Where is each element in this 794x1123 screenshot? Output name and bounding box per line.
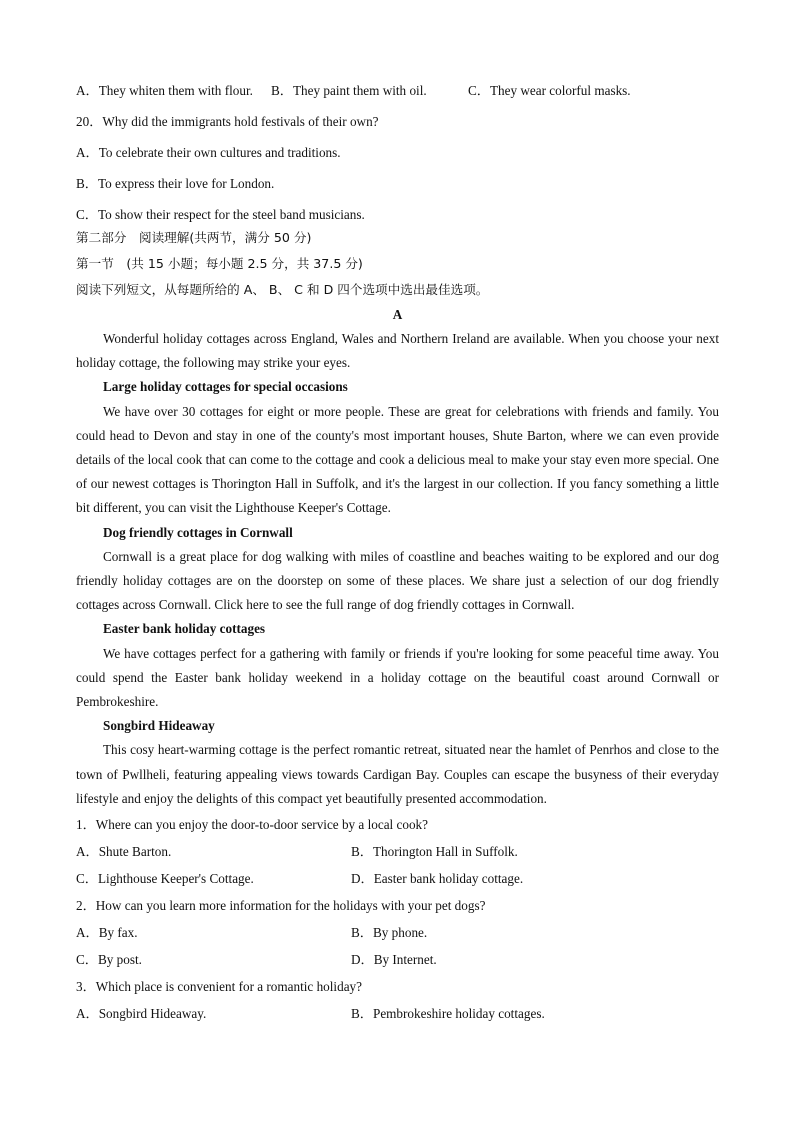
q19-option-b: B．They paint them with oil. [271, 83, 427, 98]
section-heading-dog-friendly: Dog friendly cottages in Cornwall [103, 524, 293, 540]
section-instruction: 阅读下列短文，从每题所给的 A、 B、 C 和 D 四个选项中选出最佳选项。 [76, 282, 489, 297]
q19-options [76, 81, 719, 101]
question-2-stem: 2．How can you learn more information for the holidays with your pet dogs? [76, 898, 486, 914]
question-3-stem: 3．Which place is convenient for a romantic holiday? [76, 979, 362, 995]
q20-stem: 20．Why did the immigrants hold festivals of their own? [76, 114, 379, 129]
section-heading-songbird: Songbird Hideaway [103, 718, 215, 734]
question-1-options-row-2 [76, 865, 719, 892]
question-2-options-row-1 [76, 919, 719, 946]
question-3-option-b: B．Pembrokeshire holiday cottages. [351, 1006, 545, 1022]
q20-option-a: A．To celebrate their own cultures and traditions. [76, 145, 341, 160]
question-1-stem: 1．Where can you enjoy the door-to-door service by a local cook? [76, 817, 428, 833]
section-text-large-cottages: We have over 30 cottages for eight or more people. These are great for celebrations with friends and family. You could head to Devon and stay in one of the county's most important houses, Shute Barton, where we can even provide details of the local cook that can come to the cottage and cook a delicious meal to make your stay even more special. One of our newest cottages is Thorington Hall in Suffolk, and it's the largest in our collection. If you fancy something a little bit different, you can visit the Lighthouse Keeper's Cottage. [76, 403, 719, 516]
question-2-option-d: D．By Internet. [351, 952, 437, 968]
question-2-option-a: A．By fax. [76, 925, 138, 941]
question-2-option-c: C．By post. [76, 952, 142, 968]
question-3-options-row-1 [76, 1000, 719, 1027]
question-1-options-row-1 [76, 838, 719, 865]
q20-option-c: C．To show their respect for the steel band musicians. [76, 207, 365, 222]
section-sub-heading: 第一节 (共 15 小题；每小题 2.5 分，共 37.5 分) [76, 256, 363, 271]
question-1-option-d: D．Easter bank holiday cottage. [351, 871, 524, 887]
question-2-option-b: B．By phone. [351, 925, 428, 941]
q19-option-a: A．They whiten them with flour. [76, 83, 253, 98]
question-1-option-c: C．Lighthouse Keeper's Cottage. [76, 871, 254, 887]
question-1-option-b: B．Thorington Hall in Suffolk. [351, 844, 518, 860]
section-heading-large-cottages: Large holiday cottages for special occasions [103, 379, 348, 395]
page-content [76, 81, 719, 1027]
question-3-option-a: A．Songbird Hideaway. [76, 1006, 207, 1022]
q20-option-b: B．To express their love for London. [76, 176, 275, 191]
section-text-easter: We have cottages perfect for a gathering with family or friends if you're looking for some peaceful time away. You could spend the Easter bank holiday weekend in a holiday cottage on the beautiful coast around Cornwall or Pembrokeshire. [76, 645, 719, 710]
section-text-dog-friendly: Cornwall is a great place for dog walking with miles of coastline and beaches waiting to be explored and our dog friendly holiday cottages are on the doorstep on some of these places. We share just a selection of our dog friendly cottages across Cornwall. Click here to see the full range of dog friendly cottages in Cornwall. [76, 548, 719, 613]
section-text-songbird: This cosy heart-warming cottage is the perfect romantic retreat, situated near the hamlet of Penrhos and close to the town of Pwllheli, featuring appealing views towards Cardigan Bay. Couples can escape the busyness of their everyday lifestyle and enjoy the delights of this compact yet beautifully presented accommodation. [76, 742, 719, 806]
passage-intro: Wonderful holiday cottages across England, Wales and Northern Ireland are available. When you choose your next holiday cottage, the following may strike your eyes. [76, 331, 719, 371]
section-heading-easter: Easter bank holiday cottages [103, 621, 266, 637]
question-2-options-row-2 [76, 946, 719, 973]
question-1-option-a: A．Shute Barton. [76, 844, 172, 860]
passage-label: A [392, 307, 403, 322]
section-part-heading: 第二部分 阅读理解(共两节，满分 50 分) [76, 230, 312, 245]
q19-option-c: C．They wear colorful masks. [468, 83, 631, 98]
